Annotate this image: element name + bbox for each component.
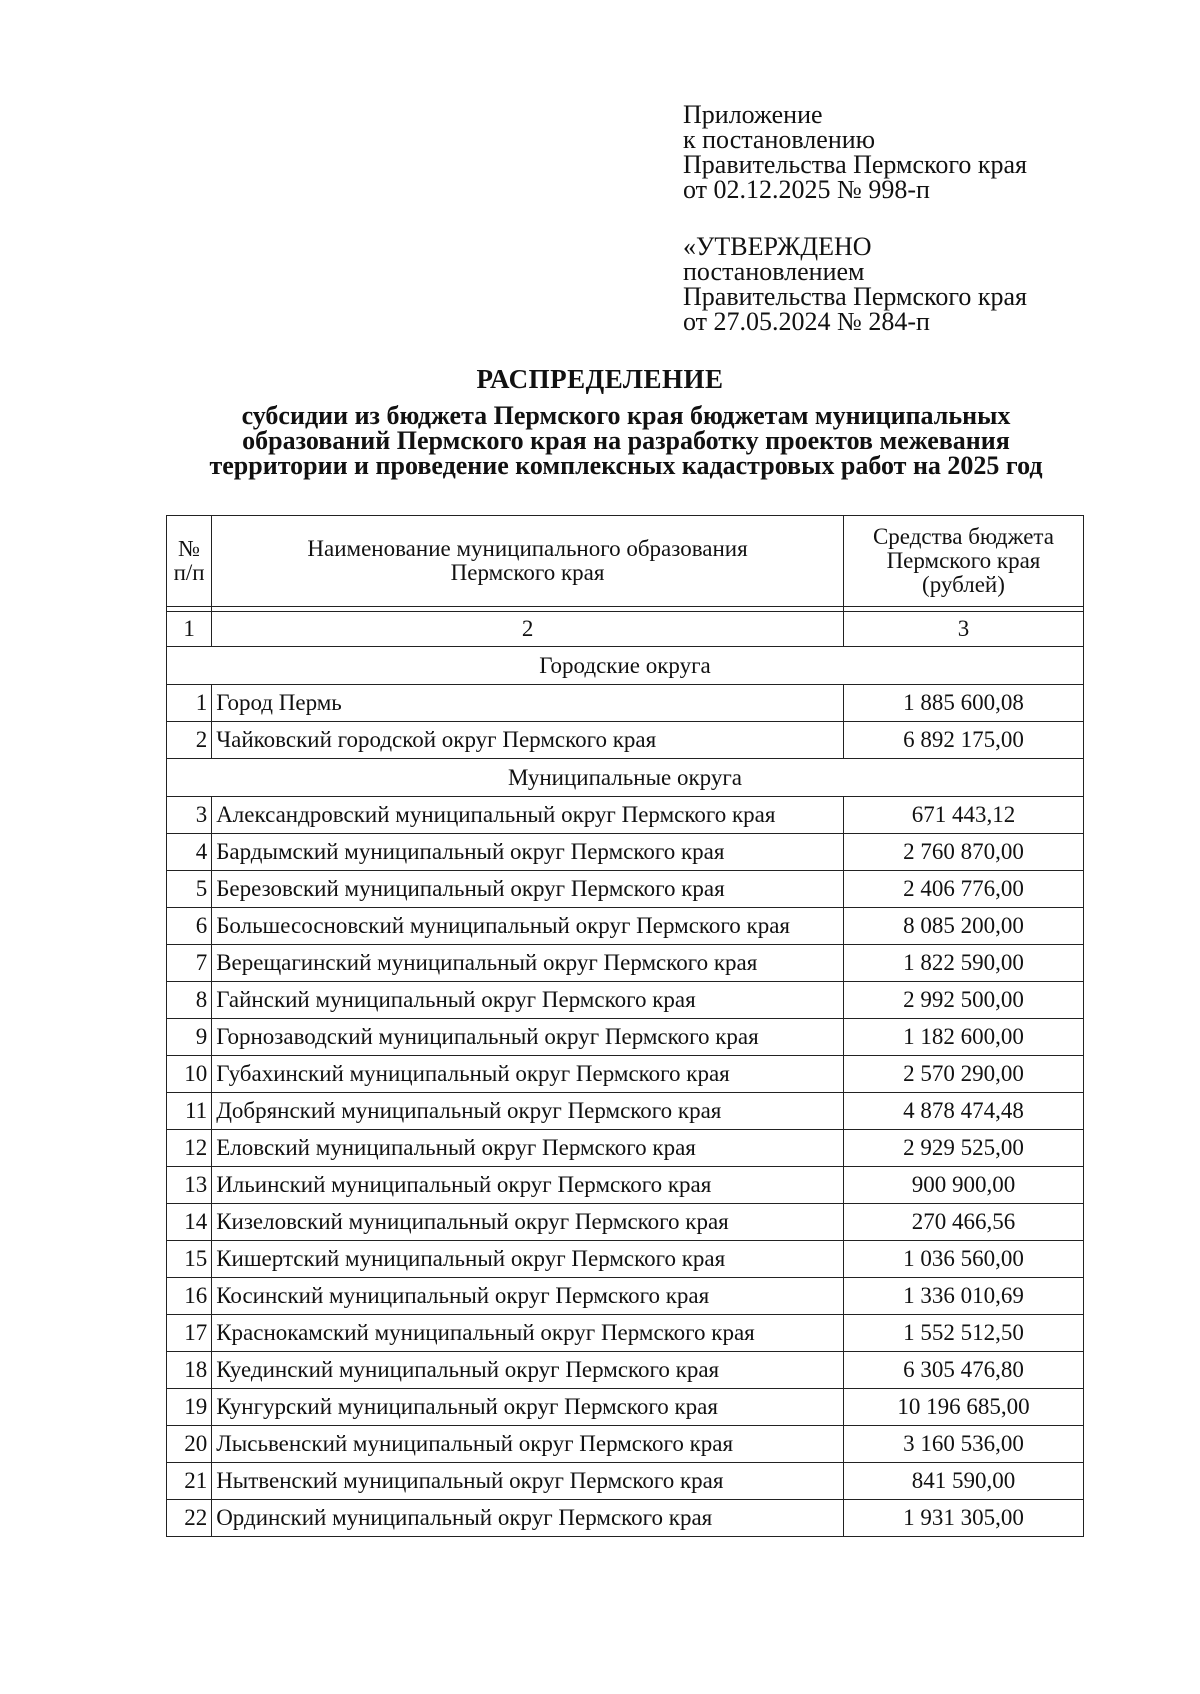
document-subtitle (160, 403, 1092, 478)
subtitle-line: территории и проведение комплексных кадастровых работ на 2025 год (209, 451, 1043, 480)
appendix-line: к постановлению (683, 125, 876, 154)
budget-amount: 1 182 600,00 (843, 1019, 1083, 1056)
municipality-name: Косинский муниципальный округ Пермского края (212, 1278, 844, 1315)
header-name-line: Наименование муниципального образования (307, 536, 748, 561)
row-number: 3 (167, 797, 212, 834)
table-row (167, 1352, 1084, 1389)
row-number: 16 (167, 1278, 212, 1315)
municipality-name: Куединский муниципальный округ Пермского края (212, 1352, 844, 1389)
budget-amount: 10 196 685,00 (843, 1389, 1083, 1426)
municipality-name: Александровский муниципальный округ Пермского края (212, 797, 844, 834)
approved-line: от 27.05.2024 № 284-п (683, 307, 930, 336)
table-row (167, 1463, 1084, 1500)
municipality-name: Город Пермь (212, 685, 844, 722)
table-body (167, 516, 1084, 1537)
approved-line: постановлением (683, 257, 865, 286)
municipality-name: Добрянский муниципальный округ Пермского края (212, 1093, 844, 1130)
row-number: 22 (167, 1500, 212, 1537)
budget-amount: 1 931 305,00 (843, 1500, 1083, 1537)
table-row (167, 945, 1084, 982)
budget-amount: 2 760 870,00 (843, 834, 1083, 871)
budget-amount: 270 466,56 (843, 1204, 1083, 1241)
row-number: 13 (167, 1167, 212, 1204)
header-num-line: № (178, 536, 201, 561)
row-number: 21 (167, 1463, 212, 1500)
table-row (167, 1204, 1084, 1241)
municipality-name: Губахинский муниципальный округ Пермского края (212, 1056, 844, 1093)
municipality-name: Горнозаводский муниципальный округ Пермского края (212, 1019, 844, 1056)
budget-amount: 3 160 536,00 (843, 1426, 1083, 1463)
section-title: Городские округа (167, 647, 1084, 685)
row-number: 20 (167, 1426, 212, 1463)
header-row (167, 516, 1084, 607)
table-row (167, 685, 1084, 722)
row-number: 6 (167, 908, 212, 945)
municipality-name: Чайковский городской округ Пермского края (212, 722, 844, 759)
table-row (167, 834, 1084, 871)
municipality-name: Бардымский муниципальный округ Пермского края (212, 834, 844, 871)
row-number: 11 (167, 1093, 212, 1130)
budget-amount: 1 885 600,08 (843, 685, 1083, 722)
municipality-name: Нытвенский муниципальный округ Пермского края (212, 1463, 844, 1500)
table-row (167, 1056, 1084, 1093)
table-row (167, 1426, 1084, 1463)
row-number: 10 (167, 1056, 212, 1093)
header-amount (843, 516, 1083, 607)
column-number: 1 (167, 612, 212, 647)
budget-amount: 900 900,00 (843, 1167, 1083, 1204)
municipality-name: Большесосновский муниципальный округ Пермского края (212, 908, 844, 945)
approved-line: Правительства Пермского края (683, 282, 1027, 311)
table-row (167, 1019, 1084, 1056)
header-num-line: п/п (173, 560, 205, 585)
municipality-name: Верещагинский муниципальный округ Пермского края (212, 945, 844, 982)
budget-amount: 2 992 500,00 (843, 982, 1083, 1019)
subtitle-line: образований Пермского края на разработку проектов межевания (242, 426, 1010, 455)
header-amount-line: Средства бюджета (872, 524, 1054, 549)
row-number: 12 (167, 1130, 212, 1167)
budget-amount: 8 085 200,00 (843, 908, 1083, 945)
municipality-name: Кишертский муниципальный округ Пермского края (212, 1241, 844, 1278)
budget-amount: 2 929 525,00 (843, 1130, 1083, 1167)
table-row (167, 1093, 1084, 1130)
municipality-name: Краснокамский муниципальный округ Пермского края (212, 1315, 844, 1352)
budget-amount: 2 406 776,00 (843, 871, 1083, 908)
row-number: 1 (167, 685, 212, 722)
municipality-name: Лысьвенский муниципальный округ Пермского края (212, 1426, 844, 1463)
subtitle-line: субсидии из бюджета Пермского края бюджетам муниципальных (241, 401, 1011, 430)
table-row (167, 1389, 1084, 1426)
header-name (212, 516, 844, 607)
row-number: 15 (167, 1241, 212, 1278)
column-number: 2 (212, 612, 844, 647)
row-number: 4 (167, 834, 212, 871)
budget-amount: 1 336 010,69 (843, 1278, 1083, 1315)
budget-amount: 6 305 476,80 (843, 1352, 1083, 1389)
table-row (167, 1315, 1084, 1352)
budget-amount: 841 590,00 (843, 1463, 1083, 1500)
column-number-row (167, 612, 1084, 647)
column-number: 3 (843, 612, 1083, 647)
table-row (167, 1241, 1084, 1278)
budget-amount: 1 552 512,50 (843, 1315, 1083, 1352)
table-row (167, 1130, 1084, 1167)
row-number: 7 (167, 945, 212, 982)
distribution-table (166, 515, 1084, 1537)
row-number: 17 (167, 1315, 212, 1352)
table-row (167, 871, 1084, 908)
appendix-block (683, 102, 1027, 202)
municipality-name: Ординский муниципальный округ Пермского края (212, 1500, 844, 1537)
table-row (167, 1500, 1084, 1537)
row-number: 14 (167, 1204, 212, 1241)
row-number: 2 (167, 722, 212, 759)
section-row (167, 759, 1084, 797)
section-title: Муниципальные округа (167, 759, 1084, 797)
table-row (167, 908, 1084, 945)
appendix-line: Приложение (683, 100, 823, 129)
municipality-name: Ильинский муниципальный округ Пермского края (212, 1167, 844, 1204)
municipality-name: Кунгурский муниципальный округ Пермского края (212, 1389, 844, 1426)
budget-amount: 2 570 290,00 (843, 1056, 1083, 1093)
budget-amount: 4 878 474,48 (843, 1093, 1083, 1130)
municipality-name: Березовский муниципальный округ Пермского края (212, 871, 844, 908)
header-name-line: Пермского края (450, 560, 605, 585)
approved-line: «УТВЕРЖДЕНО (683, 232, 872, 261)
budget-amount: 1 822 590,00 (843, 945, 1083, 982)
appendix-line: Правительства Пермского края (683, 150, 1027, 179)
row-number: 9 (167, 1019, 212, 1056)
header-num (167, 516, 212, 607)
row-number: 18 (167, 1352, 212, 1389)
row-number: 8 (167, 982, 212, 1019)
budget-amount: 671 443,12 (843, 797, 1083, 834)
section-row (167, 647, 1084, 685)
table-row (167, 1278, 1084, 1315)
municipality-name: Кизеловский муниципальный округ Пермского края (212, 1204, 844, 1241)
table-row (167, 1167, 1084, 1204)
row-number: 19 (167, 1389, 212, 1426)
document-title: РАСПРЕДЕЛЕНИЕ (476, 364, 724, 394)
header-amount-line: Пермского края (886, 548, 1041, 573)
row-number: 5 (167, 871, 212, 908)
appendix-line: от 02.12.2025 № 998-п (683, 175, 930, 204)
budget-amount: 1 036 560,00 (843, 1241, 1083, 1278)
municipality-name: Еловский муниципальный округ Пермского края (212, 1130, 844, 1167)
table-row (167, 982, 1084, 1019)
municipality-name: Гайнский муниципальный округ Пермского края (212, 982, 844, 1019)
approved-block (683, 234, 1027, 334)
header-amount-line: (рублей) (922, 572, 1005, 597)
table-row (167, 797, 1084, 834)
table-row (167, 722, 1084, 759)
budget-amount: 6 892 175,00 (843, 722, 1083, 759)
